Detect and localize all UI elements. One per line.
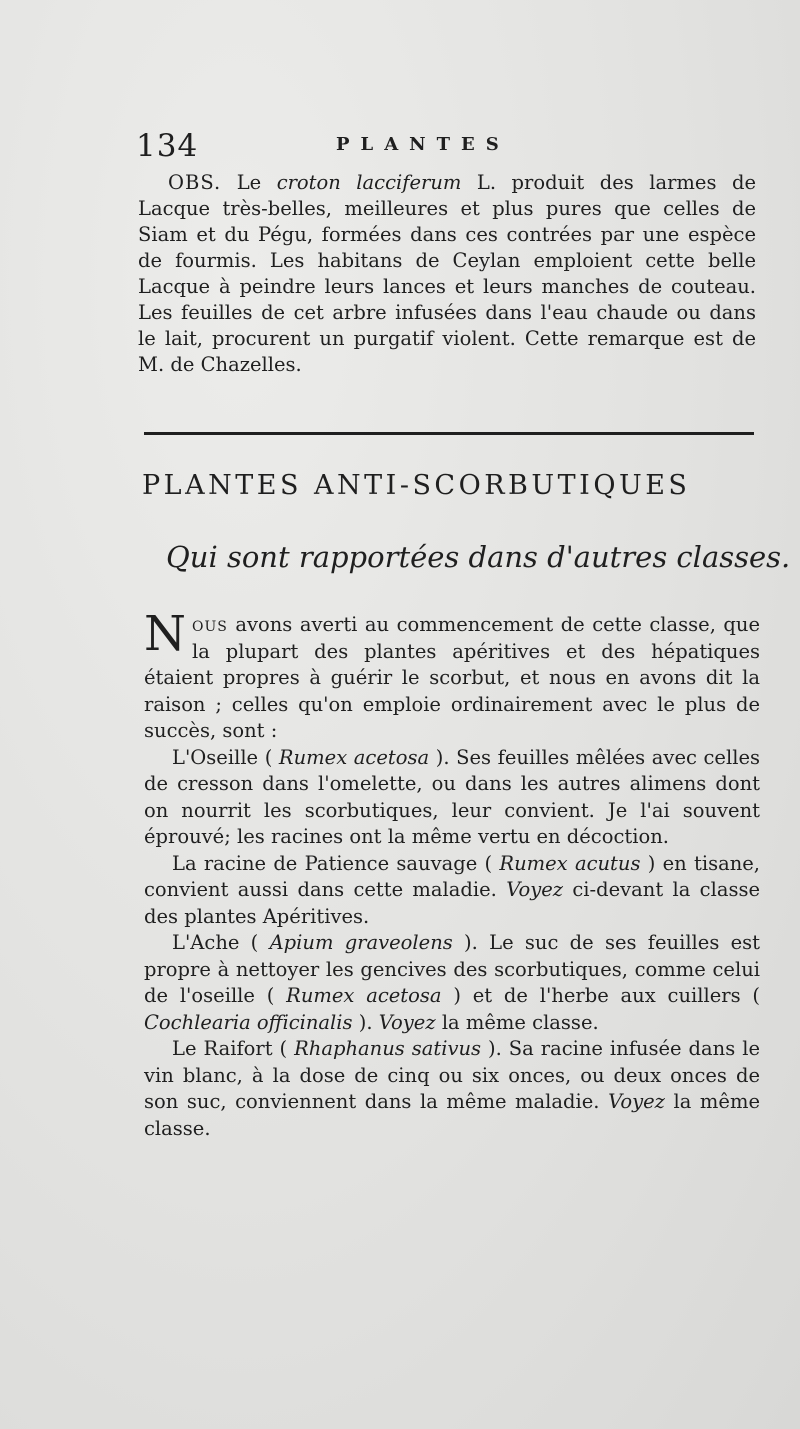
- latin-name: Rhaphanus sativus: [294, 1037, 482, 1060]
- obs-label: OBS.: [168, 171, 222, 194]
- cross-reference: Voyez: [378, 1010, 436, 1034]
- paragraph-intro: [144, 606, 760, 745]
- paragraph-text: ). Sa racine infusée dans le vin blanc, à la dose de cinq ou six onces, ou deux onces de son suc, conviennent dans la même maladie.: [144, 1037, 760, 1113]
- running-head: [136, 128, 756, 168]
- paragraph-text: Le Raifort (: [172, 1037, 295, 1060]
- paragraph-text: ). Le suc de ses feuilles est propre à nettoyer les gencives des scorbutiques, comme celui de l'oseille (: [144, 931, 761, 1007]
- running-title: PLANTES: [336, 134, 510, 155]
- obs-text: Le: [221, 171, 277, 194]
- paragraph-text: ). Ses feuilles mêlées avec celles de cresson dans l'omelette, ou dans les autres alimens dont on nourrit les scorbutiques, leur convient. Je l'ai souvent éprouvé; les racines ont la même vertu en décoction.: [144, 745, 760, 848]
- cross-reference: Voyez: [608, 1090, 665, 1113]
- intro-smallcaps: ous: [192, 613, 228, 636]
- paragraph-text: L'Ache (: [172, 931, 270, 954]
- latin-name: Cochlearia officinalis: [144, 1010, 353, 1034]
- paragraph-raifort: [144, 1036, 760, 1142]
- page-number: 134: [136, 128, 199, 164]
- body-text: [144, 606, 761, 1142]
- section-divider: [144, 432, 754, 435]
- paragraph-text: ) en tisane, convient aussi dans cette maladie.: [144, 851, 760, 901]
- paragraph-text: ).: [352, 1010, 379, 1034]
- obs-latin-name: croton lacciferum: [276, 171, 462, 194]
- latin-name: Apium graveolens: [269, 931, 453, 954]
- latin-name: Rumex acetosa: [286, 984, 442, 1007]
- cross-reference: Voyez: [506, 878, 564, 901]
- paragraph-text: L'Oseille (: [172, 745, 279, 769]
- intro-text: avons averti au commencement de cette classe, que la plupart des plantes apéritives et des hépatiques étaient propres à guérir le scorbut, et nous en avons dit la raison ; celles qu'on emploie ordinairement avec le plus de succès, sont :: [144, 613, 760, 742]
- paragraph-text: ) et de l'herbe aux cuillers (: [441, 984, 760, 1007]
- section-title: PLANTES ANTI-SCORBUTIQUES: [142, 470, 691, 501]
- drop-cap: N: [144, 606, 186, 662]
- paragraph-text: la même classe.: [435, 1010, 599, 1034]
- paragraph-ache: [144, 930, 760, 1036]
- paragraph-text: ci-devant la classe des plantes Apéritives.: [144, 878, 760, 928]
- paragraph-patience: [144, 851, 760, 931]
- paragraph-oseille: [144, 745, 760, 851]
- obs-text: L. produit des larmes de Lacque très-belles, meilleures et plus pures que celles de Siam et du Pégu, formées dans ces contrées par une espèce de fourmis. Les habitans de Ceylan emploient cette belle Lacque à peindre leurs lances et leurs manches de couteau. Les feuilles de cet arbre infusées dans l'eau chaude ou dans le lait, procurent un purgatif violent. Cette remarque est de M. de Chazelles.: [138, 171, 756, 376]
- latin-name: Rumex acetosa: [278, 745, 430, 769]
- observation-paragraph: [138, 170, 756, 378]
- paragraph-text: La racine de Patience sauvage (: [172, 851, 500, 875]
- paragraph-text: la même classe.: [144, 1090, 760, 1140]
- section-subtitle: Qui sont rapportées dans d'autres classes.: [166, 540, 791, 574]
- latin-name: Rumex acutus: [499, 851, 641, 875]
